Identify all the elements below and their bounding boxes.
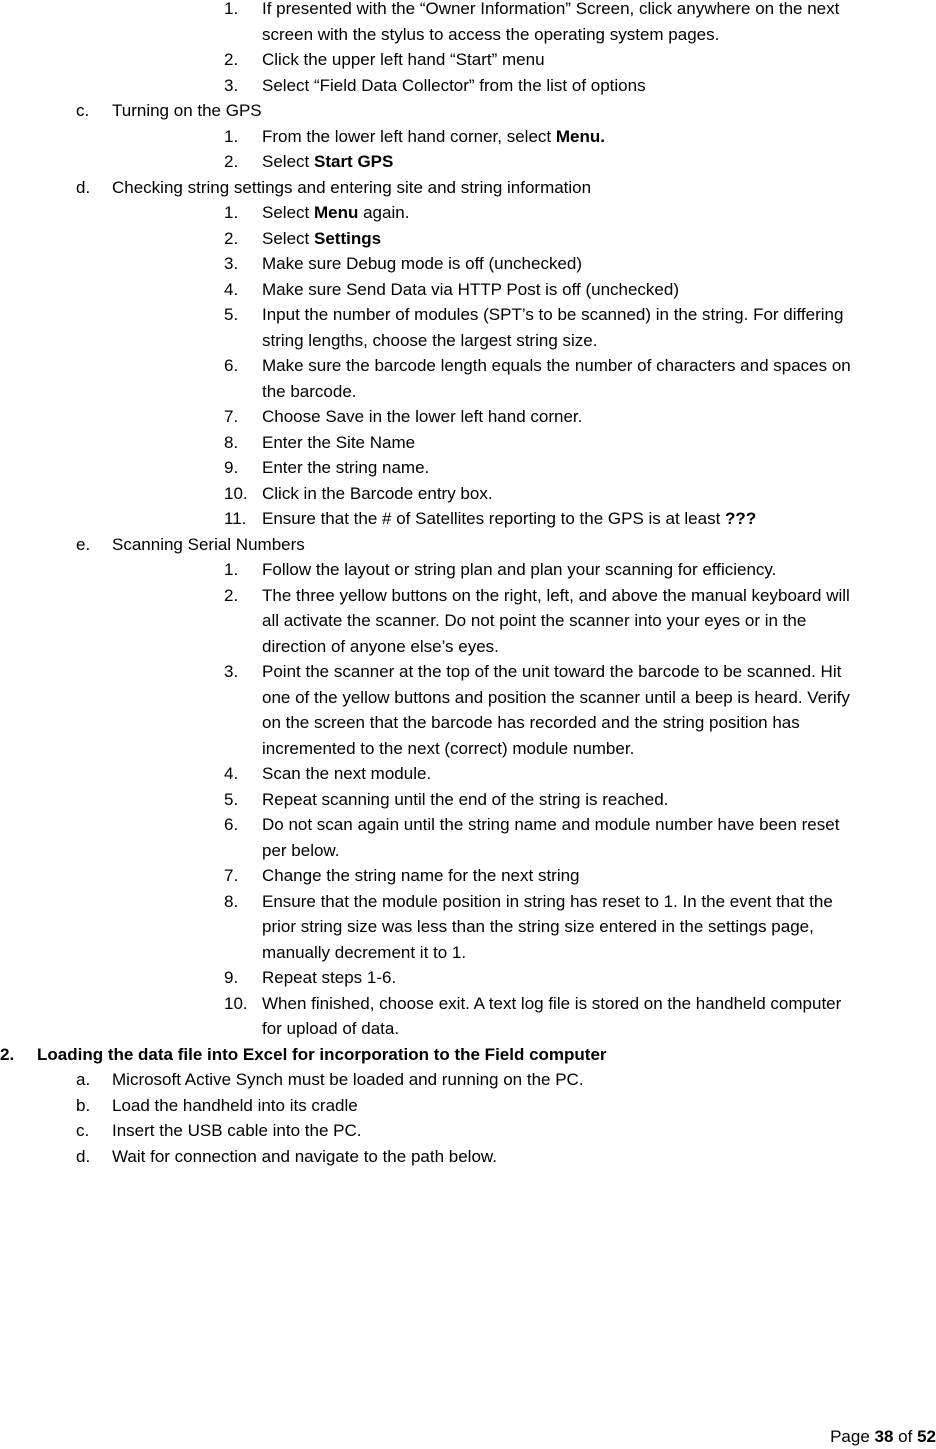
document-page: 1. If presented with the “Owner Information” Screen, click anywhere on the next screen with the stylus to access the operating system pages. 2. Click the upper left hand “Start” menu 3. Select “Field Data Collector” from the list of options c. Turning on the GPS 1. From the lower left hand corner, select Menu. 2. Select Start GPS d. Checking string settings and entering site and string information 1. Select Menu again. 2. Select Settings 3. Make sure Debug mode is off (unchecked) 4. Make sure Send Data via HTTP Post is off (unchecked) 5. Input the number of modules (SPT’s to be scanned) in the string. For differing string lengths, choose the largest string size. 6. Make sure the barcode length equals the number of characters and spaces on the barcode. 7. Choose Save in the lower left hand corner. 8. Enter the Site Name 9. Enter the string name. 10. Click in the Barcode entry box. 11. Ensure that the # of Satellites reporting to the GPS is at least ??? e. Scanning Serial Numbers 1. Follow the layout or string plan and plan your scanning for efficiency. 2. The three yellow buttons on the right, left, and above the manual keyboard will all activate the scanner. Do not point the scanner into your eyes or in the direction of anyone else’s eyes. 3. Point the scanner at the top of the unit toward the barcode to be scanned. Hit one of the yellow buttons and position the scanner until a beep is heard. Verify on the screen that the barcode has recorded and the string position has incremented to the next (correct) module number. 4. Scan the next module. 5. Repeat scanning until the end of the string is reached. 6. Do not scan again until the string name and module number have been reset per below. 7. Change the string name for the next string 8. Ensure that the module position in string has reset to 1. In the event that the prior string size was less than the string size entered in the settings page, manually decrement it to 1. 9. Repeat steps 1-6. 10. When finished, choose exit. A text log file is stored on the handheld computer for upload of data. 2. Loading the data file into Excel for incorporation to the Field computer a. Microsoft Active Synch must be loaded and running on the PC. b. Load the handheld into its cradle c. Insert the USB cable into the PC. d. Wait for connection and navigate to the path below. Page 38 of 52 (0, 0, 936, 1448)
page-number-footer: Page 38 of 52 (830, 1427, 936, 1446)
